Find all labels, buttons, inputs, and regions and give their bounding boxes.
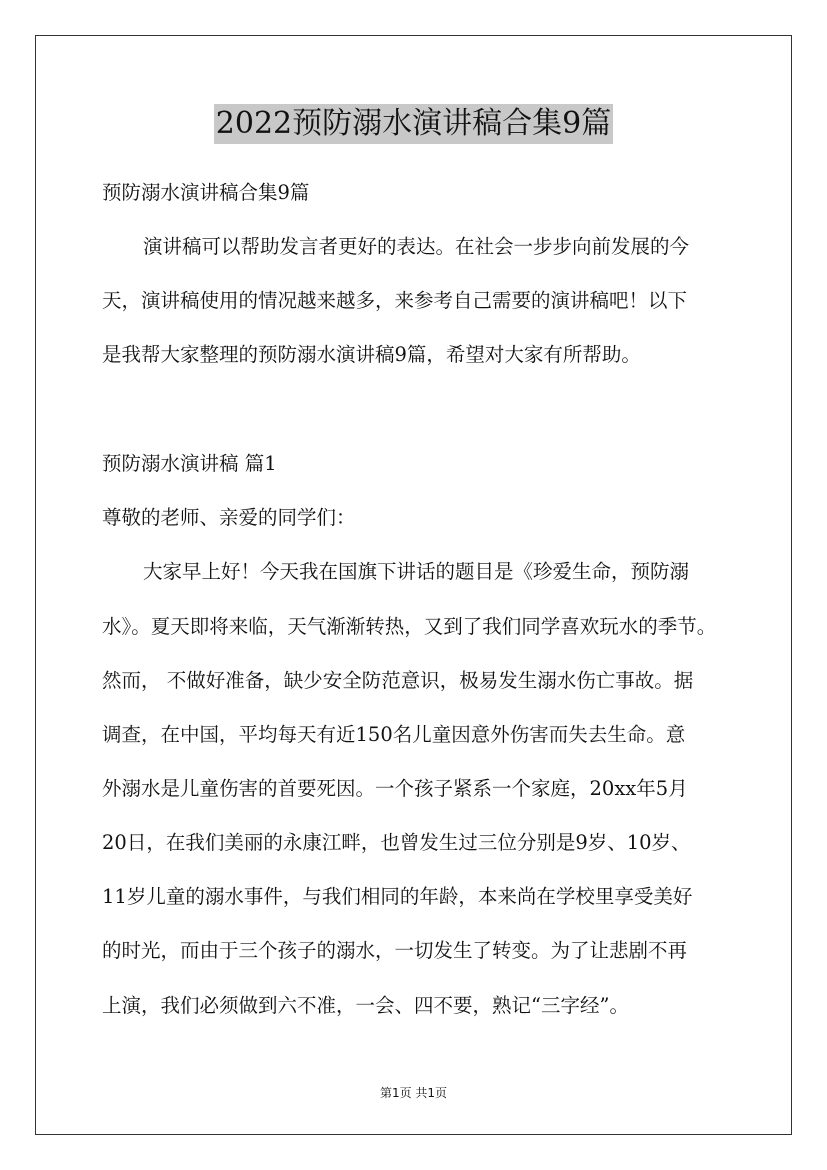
section-heading: 预防溺水演讲稿 篇1 — [102, 452, 277, 475]
salutation: 尊敬的老师、亲爱的同学们： — [102, 506, 356, 529]
document-title: 2022预防溺水演讲稿合集9篇 — [214, 104, 613, 144]
page-footer: 第1页 共1页 — [379, 1086, 448, 1100]
intro-line: 演讲稿可以帮助发言者更好的表达。在社会一步步向前发展的今 — [143, 235, 690, 258]
body-line: 20日，在我们美丽的永康江畔，也曾发生过三位分别是9岁、10岁、 — [102, 831, 691, 854]
body-line: 水》。夏天即将来临，天气渐渐转热，又到了我们同学喜欢玩水的季节。 — [102, 615, 717, 638]
body-line: 上演，我们必须做到六不准，一会、四不要，熟记“三字经”。 — [102, 994, 629, 1017]
body-line: 外溺水是儿童伤害的首要死因。一个孩子紧系一个家庭，20xx年5月 — [102, 777, 688, 800]
title-container — [0, 104, 827, 144]
body-line: 然而， 不做好准备，缺少安全防范意识，极易发生溺水伤亡事故。据 — [102, 669, 694, 692]
body-line: 的时光，而由于三个孩子的溺水，一切发生了转变。为了让悲剧不再 — [102, 939, 688, 962]
intro-line: 是我帮大家整理的预防溺水演讲稿9篇，希望对大家有所帮助。 — [102, 343, 641, 366]
intro-line: 天，演讲稿使用的情况越来越多，来参考自己需要的演讲稿吧！以下 — [102, 289, 688, 312]
body-line: 大家早上好！今天我在国旗下讲话的题目是《珍爱生命，预防溺 — [143, 560, 690, 583]
body-line: 调查，在中国，平均每天有近150名儿童因意外伤害而失去生命。意 — [102, 723, 686, 746]
document-subtitle: 预防溺水演讲稿合集9篇 — [102, 181, 310, 204]
body-line: 11岁儿童的溺水事件，与我们相同的年龄，本来尚在学校里享受美好 — [102, 885, 693, 908]
